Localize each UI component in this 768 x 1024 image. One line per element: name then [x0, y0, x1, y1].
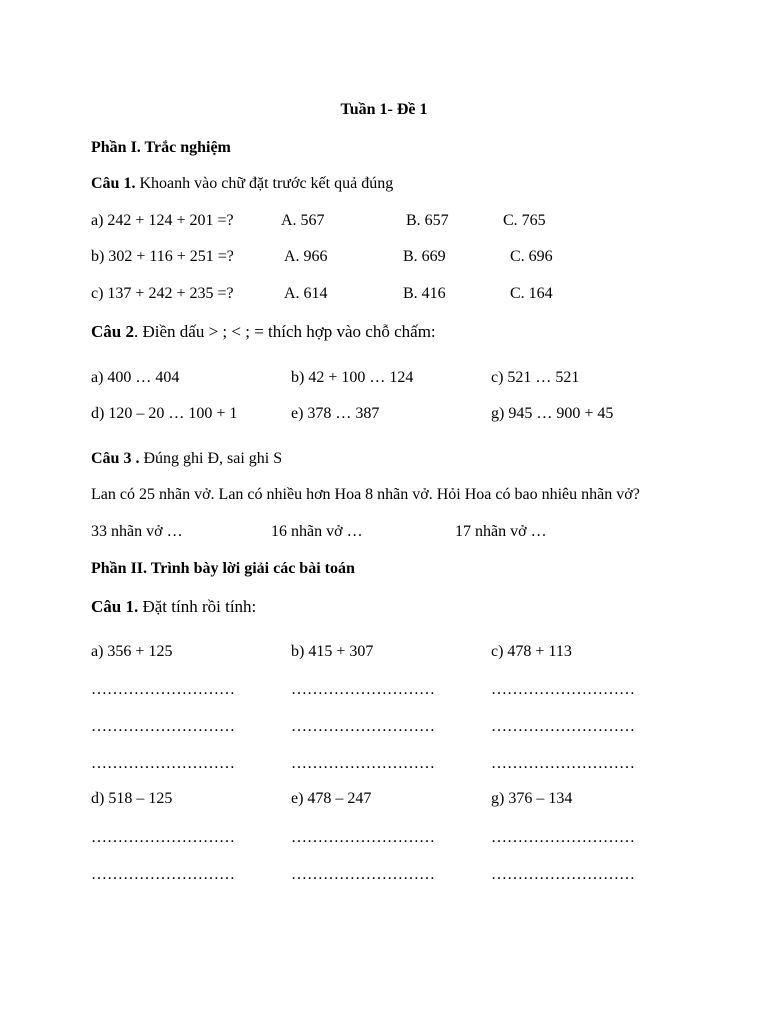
part2-question-1-prompt — [91, 597, 256, 617]
question-3-label: Câu 3 . — [91, 450, 140, 467]
answer-dots: ……………………… — [291, 829, 435, 846]
answer-dots: ……………………… — [91, 829, 235, 846]
calc-item: a) 356 + 125 — [91, 643, 173, 660]
q1-option-a: A. 614 — [284, 285, 328, 302]
question-3-prompt — [91, 449, 282, 469]
q2-item: a) 400 … 404 — [91, 369, 180, 386]
q2-item: b) 42 + 100 … 124 — [291, 369, 414, 386]
q2-item: c) 521 … 521 — [491, 369, 580, 386]
q2-item: g) 945 … 900 + 45 — [491, 405, 614, 422]
calc-item: b) 415 + 307 — [291, 643, 374, 660]
q1-expression: a) 242 + 124 + 201 =? — [91, 212, 234, 229]
q2-item: d) 120 – 20 … 100 + 1 — [91, 405, 238, 422]
part1-heading: Phần I. Trắc nghiệm — [91, 139, 231, 156]
question-3-text: Đúng ghi Đ, sai ghi S — [139, 450, 283, 467]
q2-item: e) 378 … 387 — [291, 405, 380, 422]
q1-option-c: C. 696 — [510, 248, 553, 265]
answer-dots: ……………………… — [91, 718, 235, 735]
part2-question-1-label: Câu 1. — [91, 597, 139, 616]
q1-option-a: A. 966 — [284, 248, 328, 265]
q1-expression: c) 137 + 242 + 235 =? — [91, 285, 234, 302]
answer-dots: ……………………… — [91, 755, 235, 772]
question-1-label: Câu 1. — [91, 175, 136, 192]
answer-dots: ……………………… — [491, 829, 635, 846]
q1-option-c: C. 164 — [510, 285, 553, 302]
q3-option: 33 nhãn vở … — [91, 523, 183, 540]
q3-problem: Lan có 25 nhãn vở. Lan có nhiều hơn Hoa 8 nhãn vở. Hỏi Hoa có bao nhiêu nhãn vở? — [91, 486, 640, 503]
q1-option-c: C. 765 — [503, 212, 546, 229]
question-2-label: Câu 2 — [91, 322, 134, 341]
q3-option: 17 nhãn vở … — [455, 523, 547, 540]
q1-option-a: A. 567 — [281, 212, 325, 229]
answer-dots: ……………………… — [291, 755, 435, 772]
answer-dots: ……………………… — [491, 681, 635, 698]
question-1-prompt — [91, 174, 393, 194]
q3-option: 16 nhãn vở … — [271, 523, 363, 540]
answer-dots: ……………………… — [491, 755, 635, 772]
answer-dots: ……………………… — [291, 681, 435, 698]
part2-question-1-text: Đặt tính rồi tính: — [138, 597, 257, 616]
page-title: Tuần 1- Đề 1 — [340, 101, 428, 118]
answer-dots: ……………………… — [91, 866, 235, 883]
answer-dots: ……………………… — [491, 866, 635, 883]
q1-option-b: B. 669 — [403, 248, 446, 265]
answer-dots: ……………………… — [291, 866, 435, 883]
question-2-text: . Điền dấu > ; < ; = thích hợp vào chỗ chấm: — [133, 322, 436, 341]
calc-item: e) 478 – 247 — [291, 790, 372, 807]
part2-heading: Phần II. Trình bày lời giải các bài toán — [91, 560, 355, 577]
q1-option-b: B. 657 — [406, 212, 449, 229]
question-1-text: Khoanh vào chữ đặt trước kết quả đúng — [135, 175, 394, 192]
q1-option-b: B. 416 — [403, 285, 446, 302]
question-2-prompt — [91, 322, 436, 342]
calc-item: g) 376 – 134 — [491, 790, 573, 807]
answer-dots: ……………………… — [491, 718, 635, 735]
q1-expression: b) 302 + 116 + 251 =? — [91, 248, 234, 265]
calc-item: d) 518 – 125 — [91, 790, 173, 807]
calc-item: c) 478 + 113 — [491, 643, 572, 660]
answer-dots: ……………………… — [91, 681, 235, 698]
answer-dots: ……………………… — [291, 718, 435, 735]
